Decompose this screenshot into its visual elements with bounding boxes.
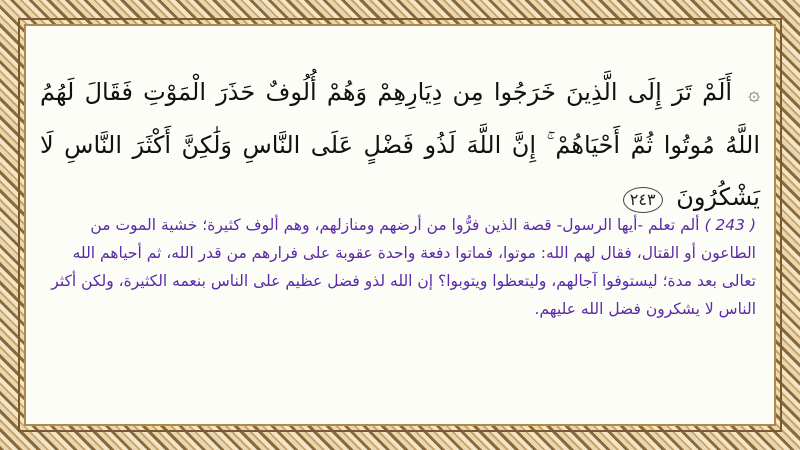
quran-verse <box>40 66 760 211</box>
tafsir-text: ألم تعلم -أيها الرسول- قصة الذين فرُّوا من أرضهم ومنازلهم، وهم ألوف كثيرة؛ خشية الموت من الطاعون أو القتال، فقال لهم الله: موتوا، فماتوا دفعة واحدة عقوبة على فرارهم من قدر الله، ثم أحياهم الله تعالى بعد مدة؛ ليستوفوا آجالهم، وليتعظوا ويتوبوا؟ إن الله لذو فضل عظيم على الناس بنعمه الكثيرة، ولكن أكثر الناس لا يشكرون فضل الله عليهم. <box>51 216 756 318</box>
tafsir-paragraph <box>40 211 756 323</box>
rub-el-hizb-icon: ۞ <box>748 81 760 105</box>
verse-reference: ( 243 ) <box>704 216 756 234</box>
ayah-number-marker: ٢٤٣ <box>623 187 663 213</box>
ayah-text: أَلَمْ تَرَ إِلَى الَّذِينَ خَرَجُوا مِن دِيَارِهِمْ وَهُمْ أُلُوفٌ حَذَرَ الْمَوْتِ فَقَالَ لَهُمُ اللَّهُ مُوتُوا ثُمَّ أَحْيَاهُمْ ۚ إِنَّ اللَّهَ لَذُو فَضْلٍ عَلَى النَّاسِ وَلَٰكِنَّ أَكْثَرَ النَّاسِ لَا يَشْكُرُونَ <box>40 78 760 211</box>
page-content <box>24 24 776 426</box>
